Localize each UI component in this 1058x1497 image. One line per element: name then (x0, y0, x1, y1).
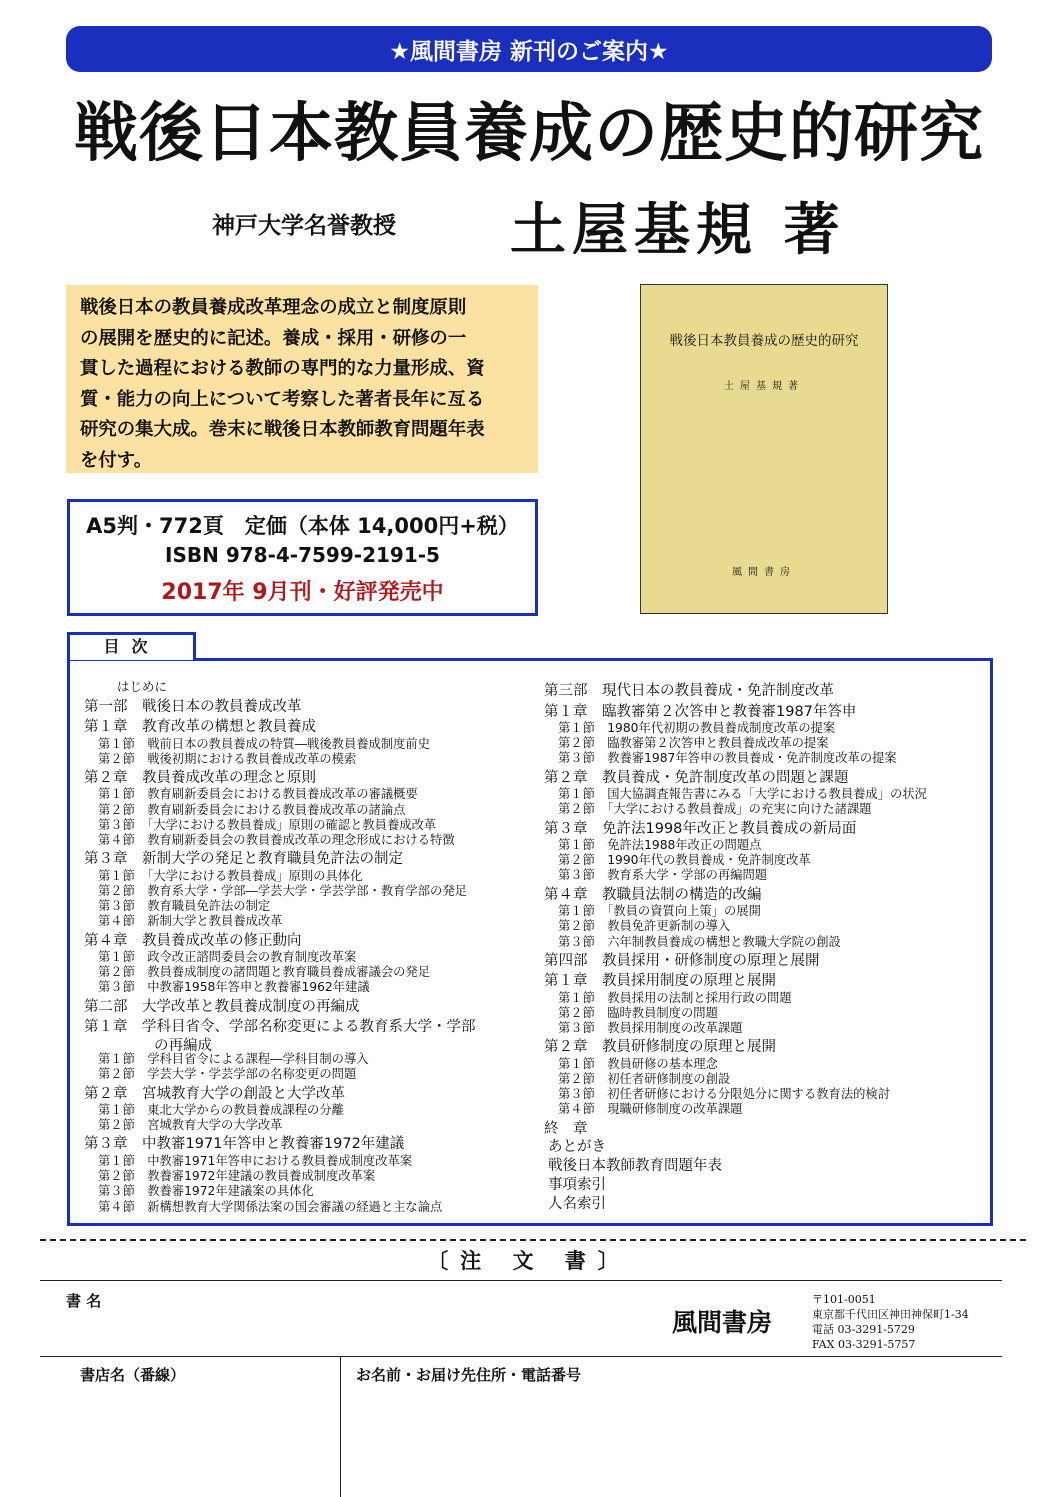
isbn: ISBN 978-4-7599-2191-5 (165, 543, 440, 567)
toc-entry-ch: 第１章 教員採用制度の原理と展開 (544, 973, 776, 990)
toc-entry-ch: 第２章 宮城教育大学の創設と大学改革 (84, 1085, 345, 1102)
book-title: 戦後日本教員養成の歴史的研究 (74, 96, 984, 171)
customer-info-label: お名前・お届け先住所・電話番号 (356, 1366, 582, 1384)
toc-entry-sec: 第３節 教養審1972年建議案の具体化 (98, 1184, 314, 1199)
toc-entry-sec: 第４節 教育刷新委員会の教員養成改革の理念形成における特徴 (98, 833, 455, 847)
toc-entry-sec: 第３節 教育系大学・学部の再編問題 (558, 868, 768, 883)
toc-entry-sec: 第１節 中教審1971年答申における教員養成制度改革案 (98, 1153, 413, 1168)
toc-entry-ch: 第４章 教員養成改革の修正動向 (84, 932, 302, 949)
toc-entry-sec: 第４節 新構想教育大学関係法案の国会審議の経過と主な論点 (98, 1199, 443, 1214)
toc-entry-sec: 第２節 学芸大学・学芸学部の名称変更の問題 (98, 1067, 357, 1082)
toc-entry-sec: 第１節 教育刷新委員会における教員養成改革の審議概要 (98, 787, 418, 802)
toc-entry-part: 第二部 大学改革と教員養成制度の再編成 (84, 998, 360, 1015)
cut-line (40, 1239, 1026, 1241)
book-info-box (67, 499, 538, 616)
book-name-label: 書 名 (66, 1292, 102, 1310)
toc-entry-sec: 第２節 初任者研修制度の創設 (558, 1072, 731, 1086)
toc-entry-sec: 第１節 教員採用の法制と採用行政の問題 (558, 990, 792, 1005)
announcement-banner: ★風間書房 新刊のご案内★ (66, 26, 992, 72)
publisher-name: 風間書房 (672, 1308, 773, 1337)
publisher-address: 〒101-0051 東京都千代田区神田神保町1-34 電話 03-3291-5729 FAX 03-3291-5757 (812, 1293, 969, 1351)
author-affiliation: 神戸大学名誉教授 (212, 213, 396, 239)
toc-entry-sec: 第２節 「大学における教員養成」の充実に向けた諸課題 (558, 802, 872, 817)
toc-entry-ch2: の再編成 (154, 1037, 212, 1054)
toc-entry-part: 第一部 戦後日本の教員養成改革 (84, 698, 302, 715)
toc-heading: 目次 (67, 632, 196, 660)
toc-entry-sec: 第２節 臨教審第２次答申と教員養成改革の提案 (558, 736, 829, 751)
toc-entry-sec: 第２節 戦後初期における教員養成改革の模索 (98, 751, 357, 766)
toc-entry-ch: 第２章 教員研修制度の原理と展開 (544, 1039, 776, 1056)
toc-entry-sec: 第４節 新制大学と教員養成改革 (98, 914, 283, 929)
toc-entry-sec: 第２節 1990年代の教員養成・免許制度改革 (558, 853, 811, 868)
toc-entry-sec: 第４節 現職研修制度の改革課題 (558, 1102, 743, 1117)
toc-entry-ch: 第３章 免許法1998年改正と教員養成の新局面 (544, 820, 857, 837)
release-date: 2017年 9月刊・好評発売中 (161, 580, 444, 605)
toc-entry-sec: 第３節 六年制教員養成の構想と教職大学院の創設 (558, 934, 841, 949)
book-description (66, 285, 538, 473)
description-line: 研究の集大成。巻末に戦後日本教師教育問題年表 (80, 419, 485, 440)
description-line: の展開を歴史的に記述。養成・採用・研修の一 (80, 327, 467, 349)
cover-title: 戦後日本教員養成の歴史的研究 (669, 333, 859, 349)
toc-entry-ch: 終 章 (544, 1120, 588, 1137)
order-form-divider (340, 1356, 341, 1497)
toc-entry-sec: 第３節 初任者研修における分限処分に関する教育法的検討 (558, 1087, 891, 1102)
toc-entry-ch: 第１章 学科目省令、学部名称変更による教育系大学・学部 (84, 1019, 476, 1036)
shop-name-label: 書店名（番線） (80, 1366, 186, 1384)
toc-entry-intro: はじめに (117, 679, 168, 694)
author-name: 土屋基規 著 (510, 197, 846, 263)
toc-entry-sec: 第２節 教員養成制度の諸問題と教育職員養成審議会の発足 (98, 965, 431, 980)
description-line: 貫した過程における教師の専門的な力量形成、資 (80, 358, 485, 379)
toc-entry-part: 第三部 現代日本の教員養成・免許制度改革 (544, 683, 834, 699)
toc-entry-sec: 第３節 教養審1987年答申の教員養成・免許制度改革の提案 (558, 751, 897, 766)
toc-entry-sec: 第２節 宮城教育大学の大学改革 (98, 1118, 283, 1133)
toc-entry-ch: 第２章 教員養成改革の理念と原則 (84, 769, 316, 786)
description-line: を付す。 (80, 449, 153, 471)
toc-entry-ch: 第４章 教職員法制の構造的改編 (544, 886, 762, 903)
toc-entry-sec: 第１節 東北大学からの教員養成課程の分離 (98, 1103, 344, 1117)
description-line: 戦後日本の教員養成改革理念の成立と制度原則 (80, 297, 467, 318)
table-of-contents (67, 658, 993, 1226)
toc-entry-ch: 第３章 新制大学の発足と教育職員免許法の制定 (84, 851, 403, 868)
toc-entry-sec: 第２節 教育刷新委員会における教員養成改革の諸論点 (98, 802, 406, 817)
order-form-title: 〔注 文 書〕 (427, 1249, 631, 1273)
cover-publisher: 風間書房 (732, 567, 796, 578)
toc-entry-sec: 第３節 教員採用制度の改革課題 (558, 1021, 743, 1036)
toc-entry-app: 人名索引 (548, 1196, 606, 1213)
toc-entry-sec: 第３節 教育職員免許法の制定 (98, 899, 271, 914)
toc-entry-sec: 第３節 中教審1958年答申と教養審1962年建議 (98, 980, 370, 995)
toc-entry-sec: 第２節 臨時教員制度の問題 (558, 1005, 718, 1020)
order-form-middle-rule (40, 1356, 1002, 1357)
toc-entry-sec: 第１節 免許法1988年改正の問題点 (558, 838, 762, 852)
format-price: A5判・772頁 定価（本体 14,000円+税） (86, 514, 519, 538)
toc-entry-sec: 第１節 学科目省令による課程―学科目制の導入 (98, 1052, 369, 1067)
toc-entry-sec: 第１節 政令改正諮問委員会の教育制度改革案 (98, 950, 357, 964)
toc-entry-sec: 第２節 教養審1972年建議の教員養成制度改革案 (98, 1169, 376, 1184)
book-cover-image (640, 284, 888, 614)
toc-entry-sec: 第１節 「大学における教員養成」原則の具体化 (98, 868, 363, 883)
toc-entry-sec: 第１節 教員研修の基本理念 (558, 1056, 718, 1071)
toc-entry-app: あとがき (548, 1139, 606, 1156)
toc-entry-sec: 第１節 「教員の資質向上策」の展開 (558, 904, 761, 919)
cover-author: 土屋基規著 (724, 381, 804, 392)
toc-entry-part: 第四部 教員採用・研修制度の原理と展開 (544, 952, 820, 969)
toc-left-column (70, 661, 530, 1221)
toc-entry-sec: 第１節 国大協調査報告書にみる「大学における教員養成」の状況 (558, 787, 927, 802)
toc-right-column (530, 661, 990, 1221)
toc-entry-ch: 第３章 中教審1971年答申と教養審1972年建議 (84, 1136, 405, 1153)
toc-entry-sec: 第２節 教育系大学・学部―学芸大学・学芸学部・教育学部の発足 (98, 883, 467, 898)
toc-entry-sec: 第２節 教員免許更新制の導入 (558, 919, 731, 934)
toc-entry-sec: 第１節 1980年代初期の教員養成制度改革の提案 (558, 721, 836, 735)
order-form-top-rule (40, 1280, 1002, 1281)
toc-entry-app: 事項索引 (548, 1177, 606, 1194)
toc-entry-ch: 第１章 臨教審第２次答申と教養審1987年答申 (544, 703, 857, 720)
toc-entry-ch: 第１章 教育改革の構想と教員養成 (84, 719, 316, 735)
toc-entry-sec: 第３節 「大学における教員養成」原則の確認と教員養成改革 (98, 817, 437, 832)
toc-entry-ch: 第２章 教員養成・免許制度改革の問題と課題 (544, 769, 849, 786)
toc-entry-sec: 第１節 戦前日本の教員養成の特質―戦後教員養成制度前史 (98, 736, 431, 751)
toc-entry-app: 戦後日本教師教育問題年表 (548, 1158, 722, 1175)
description-line: 質・能力の向上について考察した著者長年に亙る (80, 388, 485, 410)
